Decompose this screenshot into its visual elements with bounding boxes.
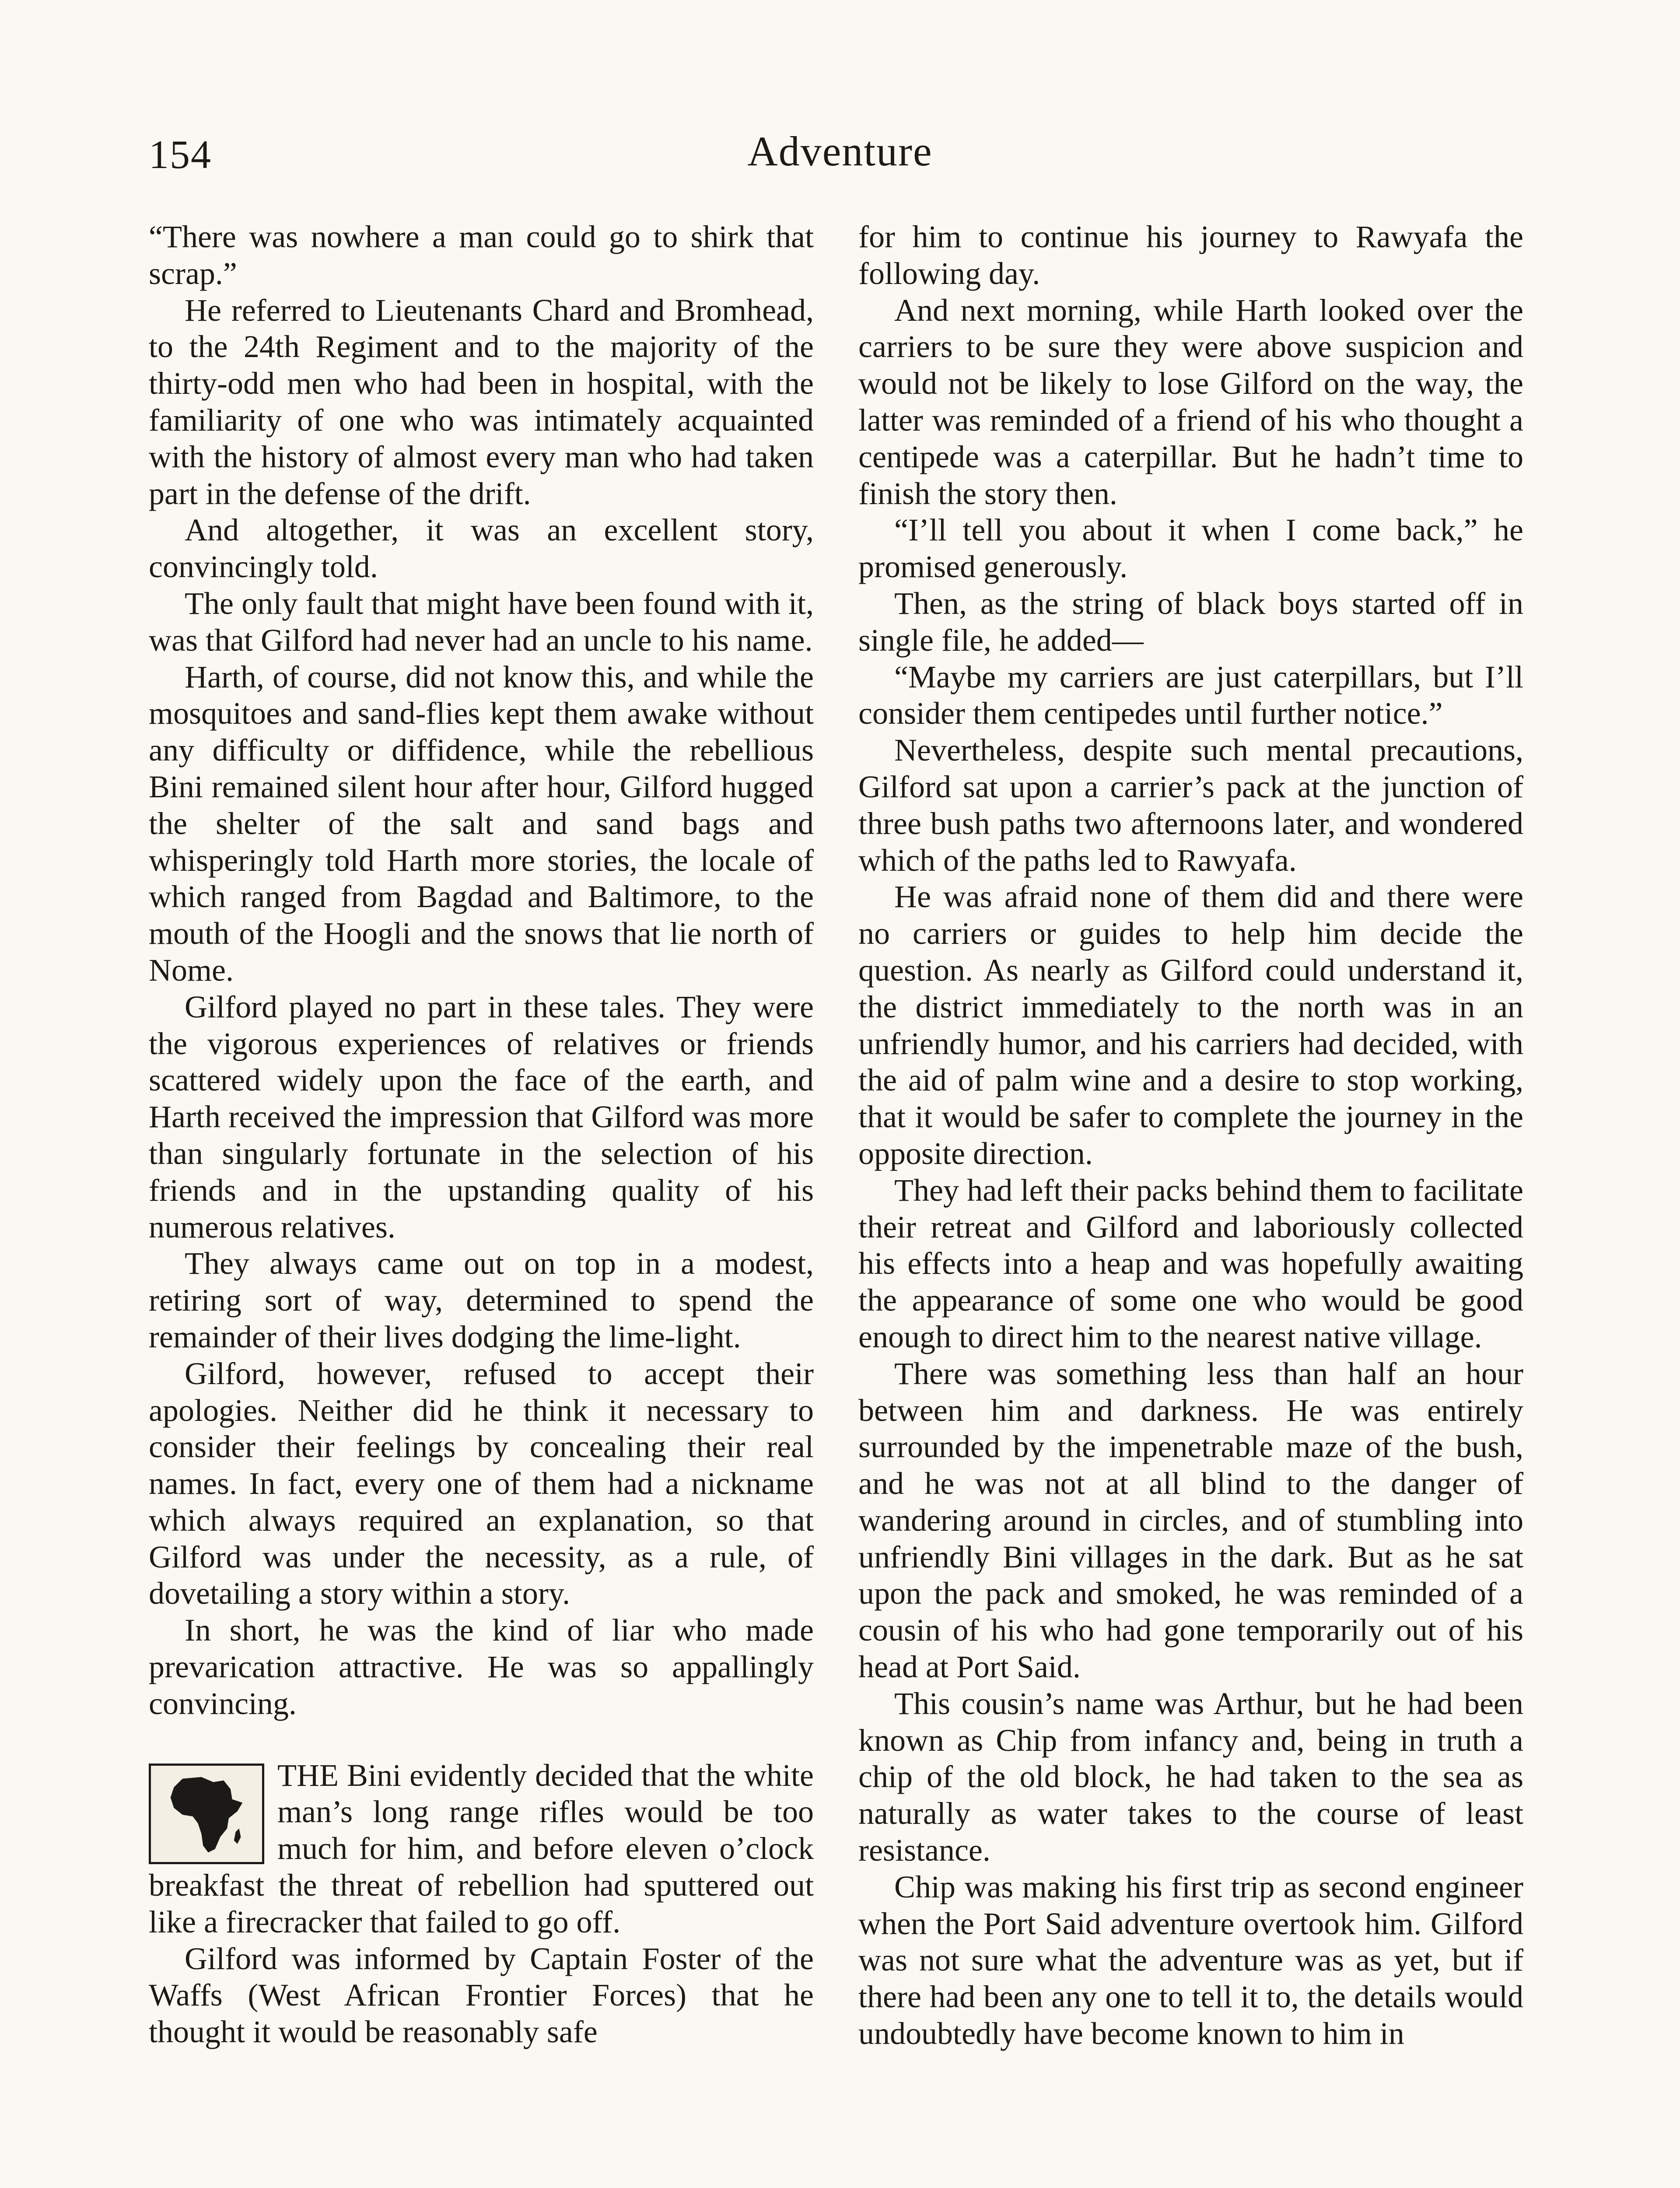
paragraph: And altogether, it was an excellent story, convincingly told. [149,512,814,585]
paragraph: Harth, of course, did not know this, and while the mosquitoes and sand-flies kept them awake without any difficulty or diffidence, while the rebellious Bini remained silent hour after hour, Gilford hugged the shelter of the salt and sand bags and whisperingly told Harth more stories, the locale of which ranged from Bagdad and Baltimore, to the mouth of the Hoogli and the snows that lie north of Nome. [149,659,814,988]
paragraph: Chip was making his first trip as second engineer when the Port Said adventure overtook him. Gilford was not sure what the adventure was as yet, but if there had been any one to tell it to, the details would undoubtedly have become known to him in [858,1869,1523,2051]
left-column [149,219,814,2051]
paragraph: The only fault that might have been found with it, was that Gilford had never had an uncle to his name. [149,586,814,658]
africa-map-icon [149,1764,264,1864]
paragraph: Gilford played no part in these tales. They were the vigorous experiences of relatives or friends scattered widely upon the face of the earth, and Harth received the impression that Gilford was more than singularly fortunate in the selection of his friends and in the upstanding quality of his numerous relatives. [149,989,814,1245]
paragraph: He was afraid none of them did and there were no carriers or guides to help him decide the question. As nearly as Gilford could understand it, the district immediately to the north was in an unfriendly humor, and his carriers had decided, with the aid of palm wine and a desire to stop working, that it would be safer to complete the journey in the opposite direction. [858,879,1523,1171]
paragraph: THE Bini evidently decided that the white man’s long range rifles would be too much for him, and before eleven o’clock breakfast the threat of rebellion had sputtered out like a firecracker that failed to go off. [149,1757,814,1939]
paragraph: They always came out on top in a modest, retiring sort of way, determined to spend the remainder of their lives dodging the lime-light. [149,1246,814,1354]
paragraph: They had left their packs behind them to facilitate their retreat and Gilford and laboriously collected his effects into a heap and was hopefully awaiting the appearance of some one who would be good enough to direct him to the nearest native village. [858,1172,1523,1354]
section-break [149,1722,814,1757]
right-column [858,219,1523,2052]
page-header [149,127,1531,184]
paragraph: And next morning, while Harth looked over the carriers to be sure they were above suspicion and would not be likely to lose Gilford on the way, the latter was reminded of a friend of his who thought a centipede was a caterpillar. But he hadn’t time to finish the story then. [858,292,1523,511]
paragraph: This cousin’s name was Arthur, but he had been known as Chip from infancy and, being in truth a chip of the old block, he had taken to the sea as naturally as water takes to the course of least resistance. [858,1686,1523,1868]
running-title: Adventure [747,128,933,175]
paragraph: for him to continue his journey to Rawyafa the following day. [858,219,1523,291]
paragraph: “Maybe my carriers are just caterpillars, but I’ll consider them centipedes until further notice.” [858,659,1523,731]
page-number: 154 [149,132,212,177]
paragraph: Gilford, however, refused to accept their apologies. Neither did he think it necessary to consider their feelings by concealing their real names. In fact, every one of them had a nickname which always required an explanation, so that Gilford was under the necessity, as a rule, of dovetailing a story within a story. [149,1356,814,1611]
paragraph: Nevertheless, despite such mental precautions, Gilford sat upon a carrier’s pack at the junction of three bush paths two afternoons later, and wondered which of the paths led to Rawyafa. [858,733,1523,878]
paragraph: “There was nowhere a man could go to shirk that scrap.” [149,219,814,291]
paragraph: In short, he was the kind of liar who made prevarication attractive. He was so appallingly convincing. [149,1613,814,1721]
paragraph: “I’ll tell you about it when I come back,” he promised generously. [858,512,1523,585]
paragraph: He referred to Lieutenants Chard and Bromhead, to the 24th Regiment and to the majority of the thirty-odd men who had been in hospital, with the familiarity of one who was intimately acquainted with the history of almost every man who had taken part in the defense of the drift. [149,292,814,511]
paragraph: There was something less than half an hour between him and darkness. He was entirely surrounded by the impenetrable maze of the bush, and he was not at all blind to the danger of wandering around in circles, and of stumbling into unfriendly Bini villages in the dark. But as he sat upon the pack and smoked, he was reminded of a cousin of his who had gone temporarily out of his head at Port Said. [858,1356,1523,1685]
paragraph: Gilford was informed by Captain Foster of the Waffs (West African Frontier Forces) that he thought it would be reasonably safe [149,1941,814,2050]
paragraph: Then, as the string of black boys started off in single file, he added— [858,586,1523,658]
